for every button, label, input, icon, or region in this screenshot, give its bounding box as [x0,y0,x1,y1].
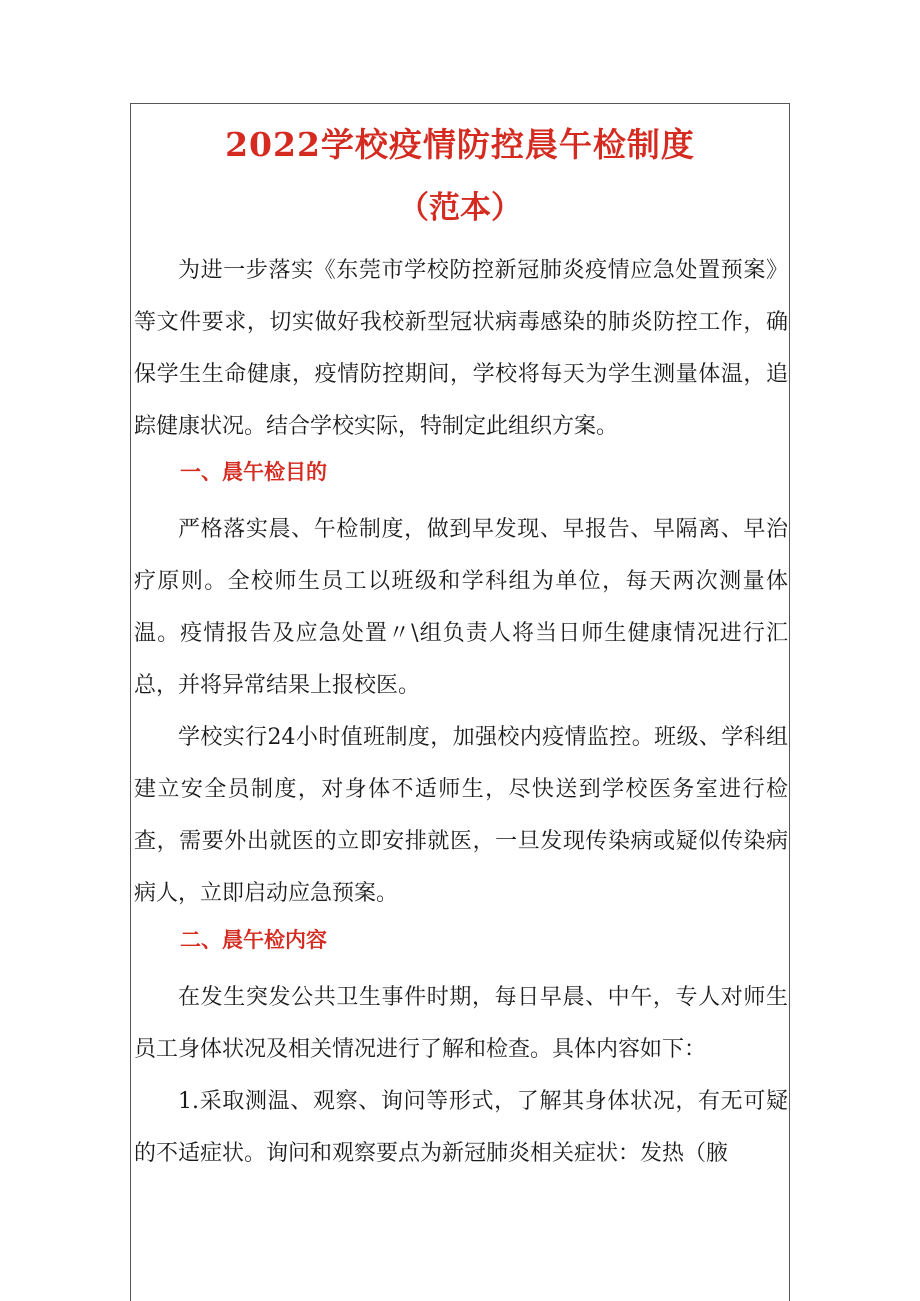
purpose-paragraph-2: 学校实行24小时值班制度，加强校内疫情监控。班级、学科组建立安全员制度，对身体不适师生，尽快送到学校医务室进行检查，需要外出就医的立即安排就医，一旦发现传染病或疑似传染病病人，立即启动应急预案。 [134,725,788,906]
purpose-paragraph-1: 严格落实晨、午检制度，做到早发现、早报告、早隔离、早治疗原则。全校师生员工以班级和学科组为单位，每天两次测量体温。疫情报告及应急处置〃\组负责人将当日师生健康情况进行汇总，并将异常结果上报校医。 [134,517,788,698]
section-heading-content: 二、晨午检内容 [180,927,327,952]
document-subtitle: （范本） [398,190,522,226]
content-paragraph-1: 在发生突发公共卫生事件时期，每日早晨、中午，专人对师生员工身体状况及相关情况进行了解和检查。具体内容如下： [134,985,788,1062]
document-title: 2022学校疫情防控晨午检制度 [225,125,695,164]
intro-paragraph: 为进一步落实《东莞市学校防控新冠肺炎疫情应急处置预案》等文件要求，切实做好我校新型冠状病毒感染的肺炎防控工作，确保学生生命健康，疫情防控期间，学校将每天为学生测量体温，追踪健康状况。结合学校实际，特制定此组织方案。 [134,258,788,439]
section-heading-purpose: 一、晨午检目的 [180,459,327,484]
content-paragraph-2: 1.采取测温、观察、询问等形式，了解其身体状况，有无可疑的不适症状。询问和观察要点为新冠肺炎相关症状：发热（腋 [134,1089,788,1166]
